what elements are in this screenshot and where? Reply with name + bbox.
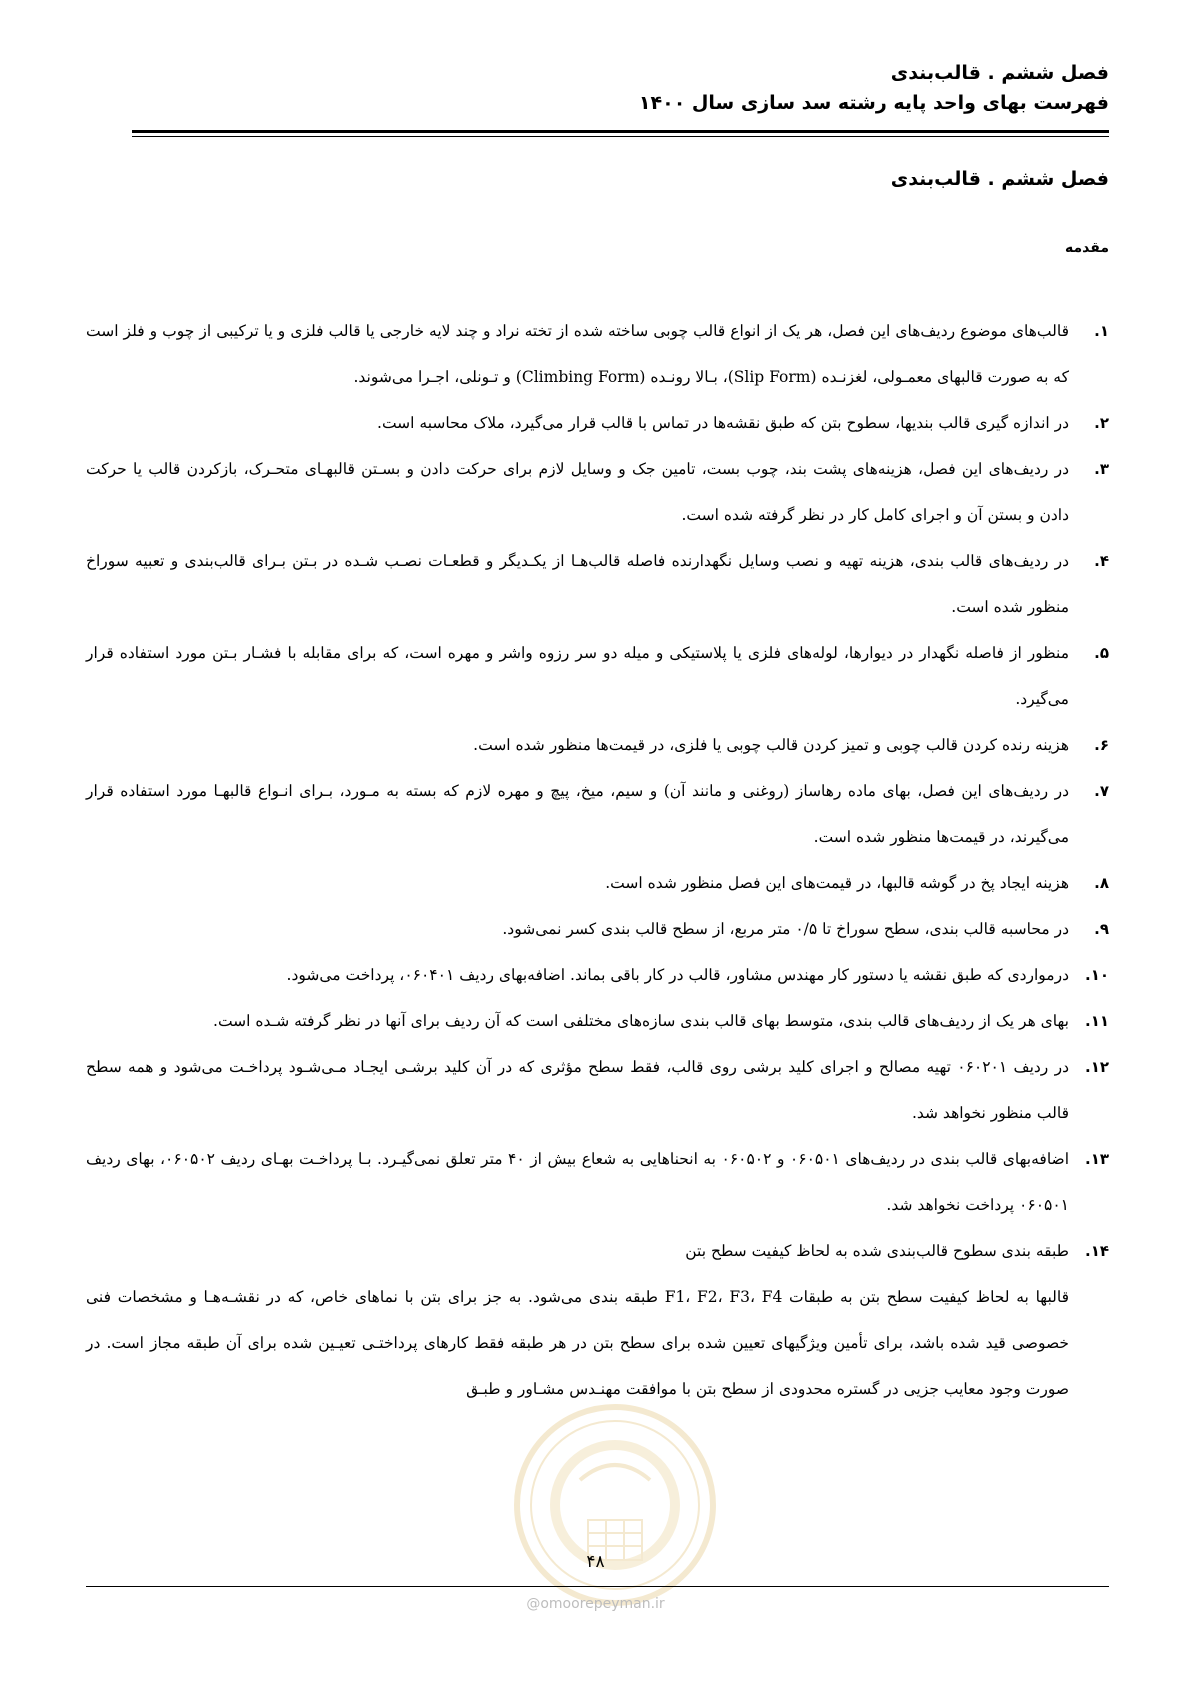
item-number: ۱۳.: [1084, 1150, 1109, 1168]
header-document-title: فهرست بهای واحد پایه رشته سد سازی سال ۱۴۰۰: [638, 92, 1109, 114]
item-number: ۱۰.: [1084, 966, 1109, 984]
list-item: [86, 860, 1109, 906]
item-number: ۸.: [1094, 874, 1109, 892]
item-text: در اندازه گیری قالب بندیها، سطوح بتن که طبق نقشه‌ها در تماس با قالب قرار می‌گیرد، ملاک محاسبه است.: [377, 414, 1069, 432]
item-number: ۱.: [1094, 322, 1109, 340]
item-number: ۲.: [1094, 414, 1109, 432]
list-item: [86, 906, 1109, 952]
list-item: [86, 1136, 1109, 1228]
item-text: اضافه‌بهای قالب بندی در ردیف‌های ۰۶۰۵۰۱ و ۰۶۰۵۰۲ به انحناهایی به شعاع بیش از ۴۰ متر تعلق نمی‌گیـرد. بـا پرداخـت بهـای ردیف ۰۶۰۵۰۲، بهای ردیف ۰۶۰۵۰۱ پرداخت نخواهد شد.: [86, 1150, 1070, 1214]
chapter-title: فصل ششم . قالب‌بندی: [890, 168, 1109, 190]
item-text: در ردیف‌های این فصل، هزینه‌های پشت بند، چوب بست، تامین جک و وسایل لازم برای حرکت دادن و بسـتن قالبهـای متحـرک، بازکردن قالب یا حرکت دادن و بستن آن و اجرای کامل کار در نظر گرفته شده است.: [86, 460, 1069, 524]
list-item: [86, 1044, 1109, 1136]
intro-heading: مقدمه: [1065, 240, 1109, 256]
item-number: ۷.: [1094, 782, 1109, 800]
item-text: در ردیف‌های قالب بندی، هزینه تهیه و نصب وسایل نگهدارنده فاصله قالب‌هـا از یکـدیگر و قطعـات نصـب شـده در بـتن بـرای قالب‌بندی و تعبیه سوراخ منظور شده است.: [86, 552, 1069, 616]
item-number: ۳.: [1094, 460, 1109, 478]
list-item: [86, 630, 1109, 722]
page-number: ۴۸: [586, 1552, 605, 1572]
header-chapter: فصل ششم . قالب‌بندی: [890, 62, 1109, 84]
item-number: ۴.: [1094, 552, 1109, 570]
item-text: در محاسبه قالب بندی، سطح سوراخ تا ۰/۵ متر مربع، از سطح قالب بندی کسر نمی‌شود.: [502, 920, 1069, 938]
list-item: [86, 722, 1109, 768]
item-text: منظور از فاصله نگهدار در دیوارها، لوله‌های فلزی یا پلاستیکی و میله دو سر رزوه واشر و مهره است، که برای مقابله با فشـار بـتن مورد استفاده قرار می‌گیرد.: [86, 644, 1069, 708]
list-item: [86, 998, 1109, 1044]
item-text: قالب‌های موضوع ردیف‌های این فصل، هر یک از انواع قالب چوبی ساخته شده از تخته نراد و چند لایه خارجی یا قالب فلزی و یا ترکیبی از چوب و فلز است که به صورت قالبهای معمـولی، لغزنـده (Slip Form)، بـالا رونـده (Climbing Form) و تـونلی، اجـرا می‌شوند.: [86, 322, 1069, 386]
item-text: درمواردی که طبق نقشه یا دستور کار مهندس مشاور، قالب در کار باقی بماند. اضافه‌بهای ردیف ۰۶۰۴۰۱، پرداخت می‌شود.: [286, 966, 1069, 984]
content-body: [86, 308, 1109, 1412]
list-item: [86, 538, 1109, 630]
list-item: [86, 1228, 1109, 1274]
item-text: بهای هر یک از ردیف‌های قالب بندی، متوسط بهای قالب بندی سازه‌های مختلفی است که آن ردیف برای آنها در نظر گرفته شـده است.: [213, 1012, 1069, 1030]
final-paragraph: قالبها به لحاظ کیفیت سطح بتن به طبقات F1، F2، F3، F4 طبقه بندی می‌شود. به جز برای بتن با نماهای خاص، که در نقشـه‌هـا و مشخصات فنی خصوصی قید شده باشد، برای تأمین ویژگیهای تعیین شده برای سطح بتن در هر طبقه فقط کارهای پرداختـی تعیـین شده برای آن طبقه مجاز است. در صورت وجود معایب جزیی در گستره محدودی از سطح بتن با موافقت مهنـدس مشـاور و طبـق: [86, 1288, 1069, 1398]
list-item: [86, 952, 1109, 998]
item-number: ۶.: [1094, 736, 1109, 754]
watermark-seal: [510, 1400, 720, 1610]
header-rule-thin: [132, 136, 1109, 137]
item-text: هزینه ایجاد پخ در گوشه قالبها، در قیمت‌های این فصل منظور شده است.: [605, 874, 1069, 892]
item-text: طبقه بندی سطوح قالب‌بندی شده به لحاظ کیفیت سطح بتن: [685, 1242, 1069, 1260]
item-number: ۱۱.: [1084, 1012, 1109, 1030]
item-number: ۵.: [1094, 644, 1109, 662]
list-item: [86, 446, 1109, 538]
footer-credit: @omoorepeyman.ir: [526, 1596, 665, 1612]
item-text: در ردیف‌های این فصل، بهای ماده رهاساز (روغنی و مانند آن) و سیم، میخ، پیچ و مهره لازم که بسته به مـورد، بـرای انـواع قالبهـا مورد استفاده قرار می‌گیرند، در قیمت‌ها منظور شده است.: [86, 782, 1069, 846]
list-item: [86, 308, 1109, 400]
footer-rule: [86, 1586, 1109, 1587]
item-number: ۱۴.: [1084, 1242, 1109, 1260]
header-rule-thick: [132, 130, 1109, 133]
item-text: هزینه رنده کردن قالب چوبی و تمیز کردن قالب چوبی یا فلزی، در قیمت‌ها منظور شده است.: [473, 736, 1069, 754]
item-text: در ردیف ۰۶۰۲۰۱ تهیه مصالح و اجرای کلید برشی روی قالب، فقط سطح مؤثری که در آن کلید برشـی ایجـاد مـی‌شـود پرداخـت می‌شود و همه سطح قالب منظور نخواهد شد.: [86, 1058, 1069, 1122]
list-item: [86, 768, 1109, 860]
item-number: ۹.: [1094, 920, 1109, 938]
page-header: [132, 58, 1109, 118]
list-item: [86, 400, 1109, 446]
item-number: ۱۲.: [1084, 1058, 1109, 1076]
